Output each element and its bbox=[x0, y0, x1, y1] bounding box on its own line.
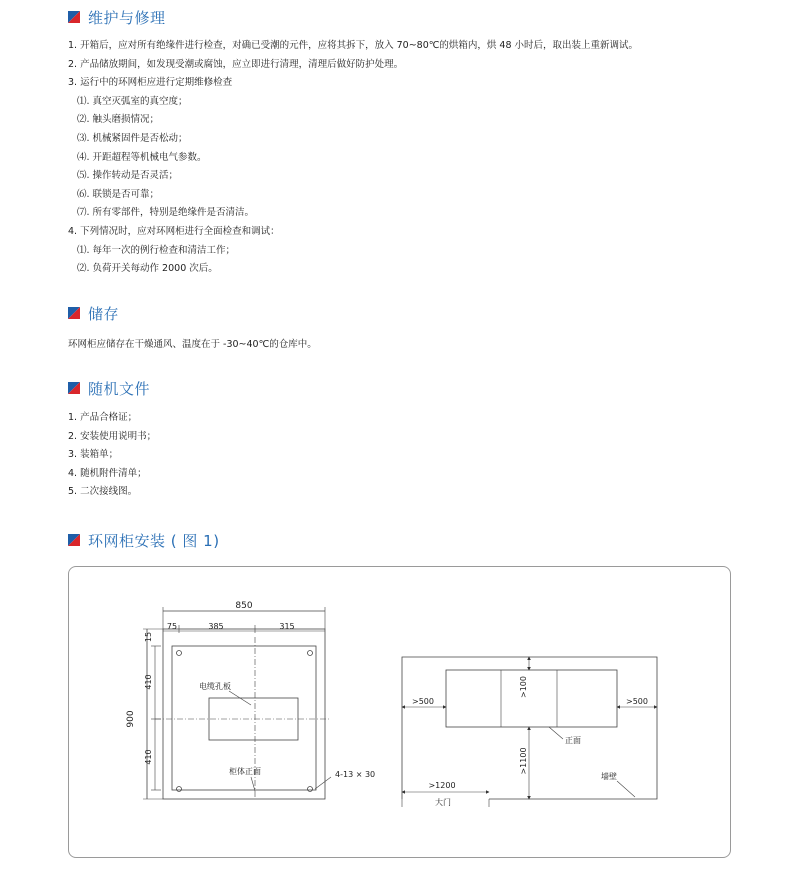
dim-410-bottom-label: 410 bbox=[144, 749, 153, 765]
section-title-documents bbox=[68, 376, 150, 400]
list-item: 1. 开箱后，应对所有绝缘件进行检查，对确已受潮的元件，应将其拆下，放入 70~80℃的烘箱内，烘 48 小时后，取出装上重新调试。 bbox=[68, 40, 639, 51]
wall-label: 墙壁 bbox=[601, 772, 617, 781]
installation-figure bbox=[68, 566, 731, 858]
list-item: 环网柜应储存在干燥通风、温度在于 -30~40℃的仓库中。 bbox=[68, 339, 317, 350]
list-item: ⑵. 负荷开关每动作 2000 次后。 bbox=[77, 263, 218, 275]
maintenance-title: 维护与修理 bbox=[88, 8, 166, 27]
list-item: ⑴. 每年一次的例行检查和清洁工作； bbox=[77, 244, 236, 256]
installation-drawing bbox=[69, 567, 732, 859]
section-marker-icon bbox=[68, 11, 80, 23]
list-item: 3. 运行中的环网柜应进行定期维修检查 bbox=[68, 77, 233, 89]
dim-315-label: 315 bbox=[279, 622, 295, 631]
storage-title: 储存 bbox=[88, 304, 120, 323]
front-clearance-label: >1100 bbox=[519, 747, 528, 775]
dim-15-label: 15 bbox=[144, 631, 153, 643]
section-title-storage bbox=[68, 301, 119, 325]
left-clearance-label: >500 bbox=[412, 697, 434, 706]
list-item: ⑸. 操作转动是否灵活； bbox=[77, 170, 179, 182]
list-item: ⑷. 开距超程等机械电气参数。 bbox=[77, 151, 207, 163]
front-label: 正面 bbox=[565, 736, 581, 745]
installation-title: 环网柜安装 ( 图 1) bbox=[88, 531, 220, 550]
list-item: 4. 下列情况时，应对环网柜进行全面检查和调试： bbox=[68, 225, 280, 237]
top-clearance-label: >100 bbox=[519, 676, 528, 698]
list-item: ⑺. 所有零部件，特别是绝缘件是否清洁。 bbox=[77, 207, 255, 219]
section-marker-icon bbox=[68, 382, 80, 394]
dim-75-label: 75 bbox=[166, 622, 178, 631]
list-item: 5. 二次接线图。 bbox=[68, 486, 138, 498]
list-item: 3. 装箱单； bbox=[68, 449, 119, 461]
list-item: 2. 安装使用说明书； bbox=[68, 430, 157, 442]
hole-spec-label: 4-13 × 30 bbox=[335, 770, 376, 779]
dim-width-label: 850 bbox=[235, 601, 253, 611]
dim-385-label: 385 bbox=[208, 622, 224, 631]
list-item: ⑵. 触头磨损情况； bbox=[77, 114, 160, 126]
section-title-installation bbox=[68, 528, 220, 552]
door-distance-label: >1200 bbox=[428, 781, 456, 790]
cabinet-row bbox=[446, 670, 617, 727]
list-item: ⑹. 联锁是否可靠； bbox=[77, 188, 160, 200]
cabinet-front-label: 柜体正面 bbox=[229, 767, 261, 776]
dim-900-label: 900 bbox=[126, 710, 136, 728]
cable-hole-label: 电缆孔板 bbox=[199, 682, 231, 691]
right-clearance-label: >500 bbox=[626, 697, 648, 706]
list-item: 4. 随机附件清单； bbox=[68, 467, 147, 479]
list-item: ⑴. 真空灭弧室的真空度； bbox=[77, 95, 188, 107]
section-marker-icon bbox=[68, 534, 80, 546]
storage-text bbox=[68, 336, 317, 355]
documents-list bbox=[68, 409, 156, 502]
maintenance-list bbox=[68, 37, 638, 279]
door-label: 大门 bbox=[435, 798, 451, 807]
list-item: 1. 产品合格证； bbox=[68, 412, 138, 423]
dim-410-top-label: 410 bbox=[144, 674, 153, 690]
section-title-maintenance bbox=[68, 5, 166, 29]
list-item: ⑶. 机械紧固件是否松动； bbox=[77, 132, 188, 144]
documents-title: 随机文件 bbox=[88, 379, 151, 398]
list-item: 2. 产品储放期间，如发现受潮或腐蚀，应立即进行清理，清理后做好防护处理。 bbox=[68, 58, 404, 70]
section-marker-icon bbox=[68, 307, 80, 319]
